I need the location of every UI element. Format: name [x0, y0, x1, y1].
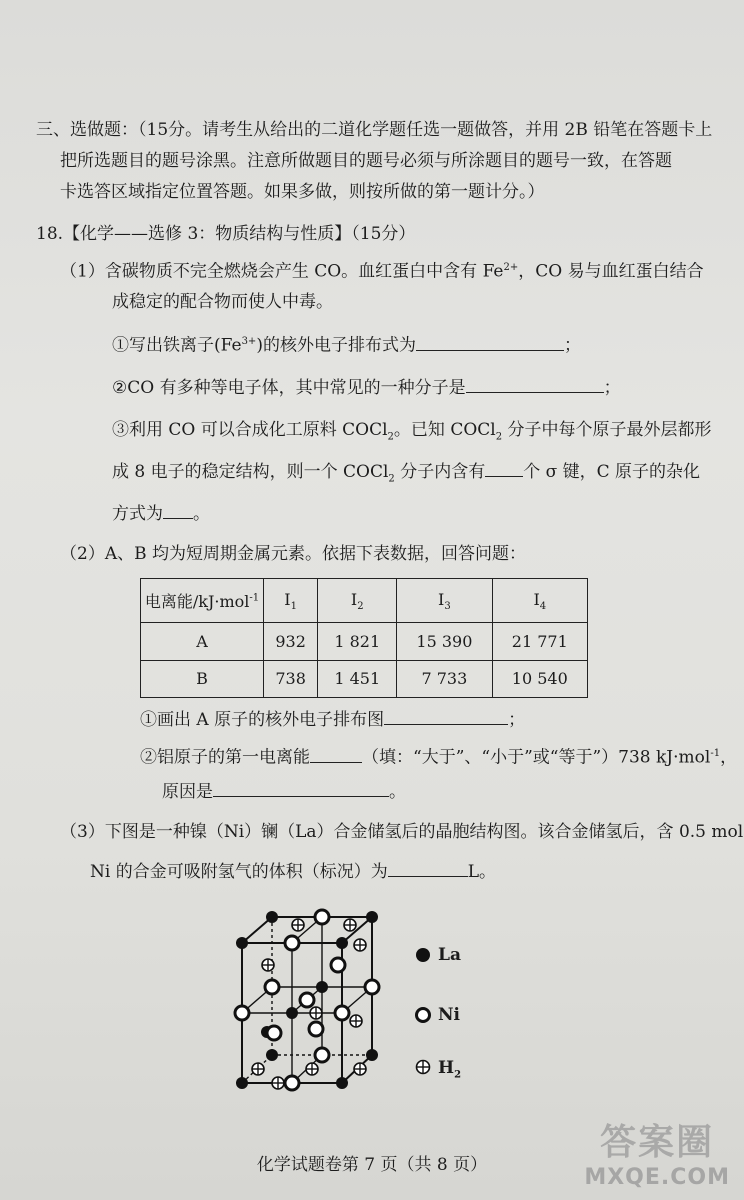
table-cell: 7 733: [397, 660, 492, 697]
table-cell: 738: [264, 660, 318, 697]
legend-h2: $H_2$: [438, 1058, 462, 1081]
ni-atom-icon: [414, 1006, 432, 1024]
table-row-label: A: [141, 623, 264, 660]
table-cell: 10 540: [492, 660, 587, 697]
q18-part1-ii: ②CO 有多种等电子体，其中常见的一种分子是 ；: [112, 374, 621, 400]
q18-part2-intro: （2）A、B 均为短周期金属元素。依据下表数据，回答问题：: [60, 544, 526, 564]
section3-line3: 卡选答区域指定位置答题。如果多做，则按所做的第一题计分。）: [60, 182, 545, 202]
question-18-title: 18.【化学——选修 3：物质结构与性质】（15分）: [36, 224, 416, 244]
q18-part2-i: ①画出 A 原子的核外电子排布图 ；: [140, 706, 525, 732]
table-cell: 1 451: [318, 660, 397, 697]
q18-part1-line2: 成稳定的配合物而使人中毒。: [112, 292, 333, 312]
page-footer: 化学试题卷第 7 页（共 8 页）: [256, 1155, 488, 1175]
table-header-cell: $I_1$: [264, 579, 318, 623]
q18-part3-line1: （3）下图是一种镍（Ni）镧（La）合金储氢后的晶胞结构图。该合金储氢后，含 0.5 mol: [60, 822, 744, 842]
section3-line2: 把所选题目的题号涂黑。注意所做题目的题号必须与所涂题目的题号一致，在答题: [60, 151, 672, 171]
ionization-energy-table: [140, 578, 588, 698]
q18-part3-line2: Ni 的合金可吸附氢气的体积（标况）为 L。: [90, 858, 496, 884]
la-atom-icon: [414, 946, 432, 964]
legend-la: La: [438, 945, 461, 965]
table-header-row: [141, 579, 588, 623]
table-header-cell: $I_2$: [318, 579, 397, 623]
crystal-cell-diagram: [228, 905, 394, 1103]
q18-part1-iii-line3: 方式为 。: [112, 500, 210, 526]
section3-line1: 三、选做题：（15分。请考生从给出的二道化学题任选一题做答，并用 2B 铅笔在答题卡上: [36, 120, 713, 140]
table-header-label: 电离能/kJ·mol$^{-1}$: [141, 579, 264, 623]
table-cell: 1 821: [318, 623, 397, 660]
q18-part1-i: ①写出铁离子$(Fe^{3+})$的核外电子排布式为 ；: [112, 330, 581, 358]
table-row: [141, 660, 588, 697]
q18-part2-reason: 原因是 。: [162, 778, 406, 804]
answer-blank[interactable]: [213, 778, 389, 797]
table-cell: 21 771: [492, 623, 587, 660]
watermark: 答案圈 MXQE.COM: [584, 1122, 730, 1190]
answer-blank[interactable]: [388, 858, 468, 877]
table-row-label: B: [141, 660, 264, 697]
table-cell: 932: [264, 623, 318, 660]
legend-ni: Ni: [438, 1005, 460, 1025]
table-cell: 15 390: [397, 623, 492, 660]
q18-part2-ii: ②铝原子的第一电离能 （填：“大于”、“小于”或“等于”）738 kJ·mol$^{-1}$，: [140, 742, 737, 770]
table-header-cell: $I_3$: [397, 579, 492, 623]
answer-blank[interactable]: [163, 500, 193, 519]
table-row: [141, 623, 588, 660]
h2-atom-icon: [414, 1058, 432, 1076]
table-header-cell: $I_4$: [492, 579, 587, 623]
q18-part1-line1: （1）含碳物质不完全燃烧会产生 CO。血红蛋白中含有 $Fe^{2+}$，CO 易与血红蛋白结合: [60, 261, 704, 282]
answer-blank[interactable]: [466, 374, 604, 393]
answer-blank[interactable]: [384, 706, 508, 725]
q18-part1-iii-line1: ③利用 CO 可以合成化工原料 COCl$_2$。已知 COCl$_2$ 分子中每个原子最外层都形: [112, 420, 712, 443]
answer-blank[interactable]: [485, 458, 523, 477]
answer-blank[interactable]: [416, 332, 564, 351]
answer-blank[interactable]: [310, 744, 362, 763]
q18-part1-iii-line2: 成 8 电子的稳定结构，则一个 COCl$_2$ 分子内含有 个 σ 键，C 原子的杂化: [112, 458, 700, 491]
